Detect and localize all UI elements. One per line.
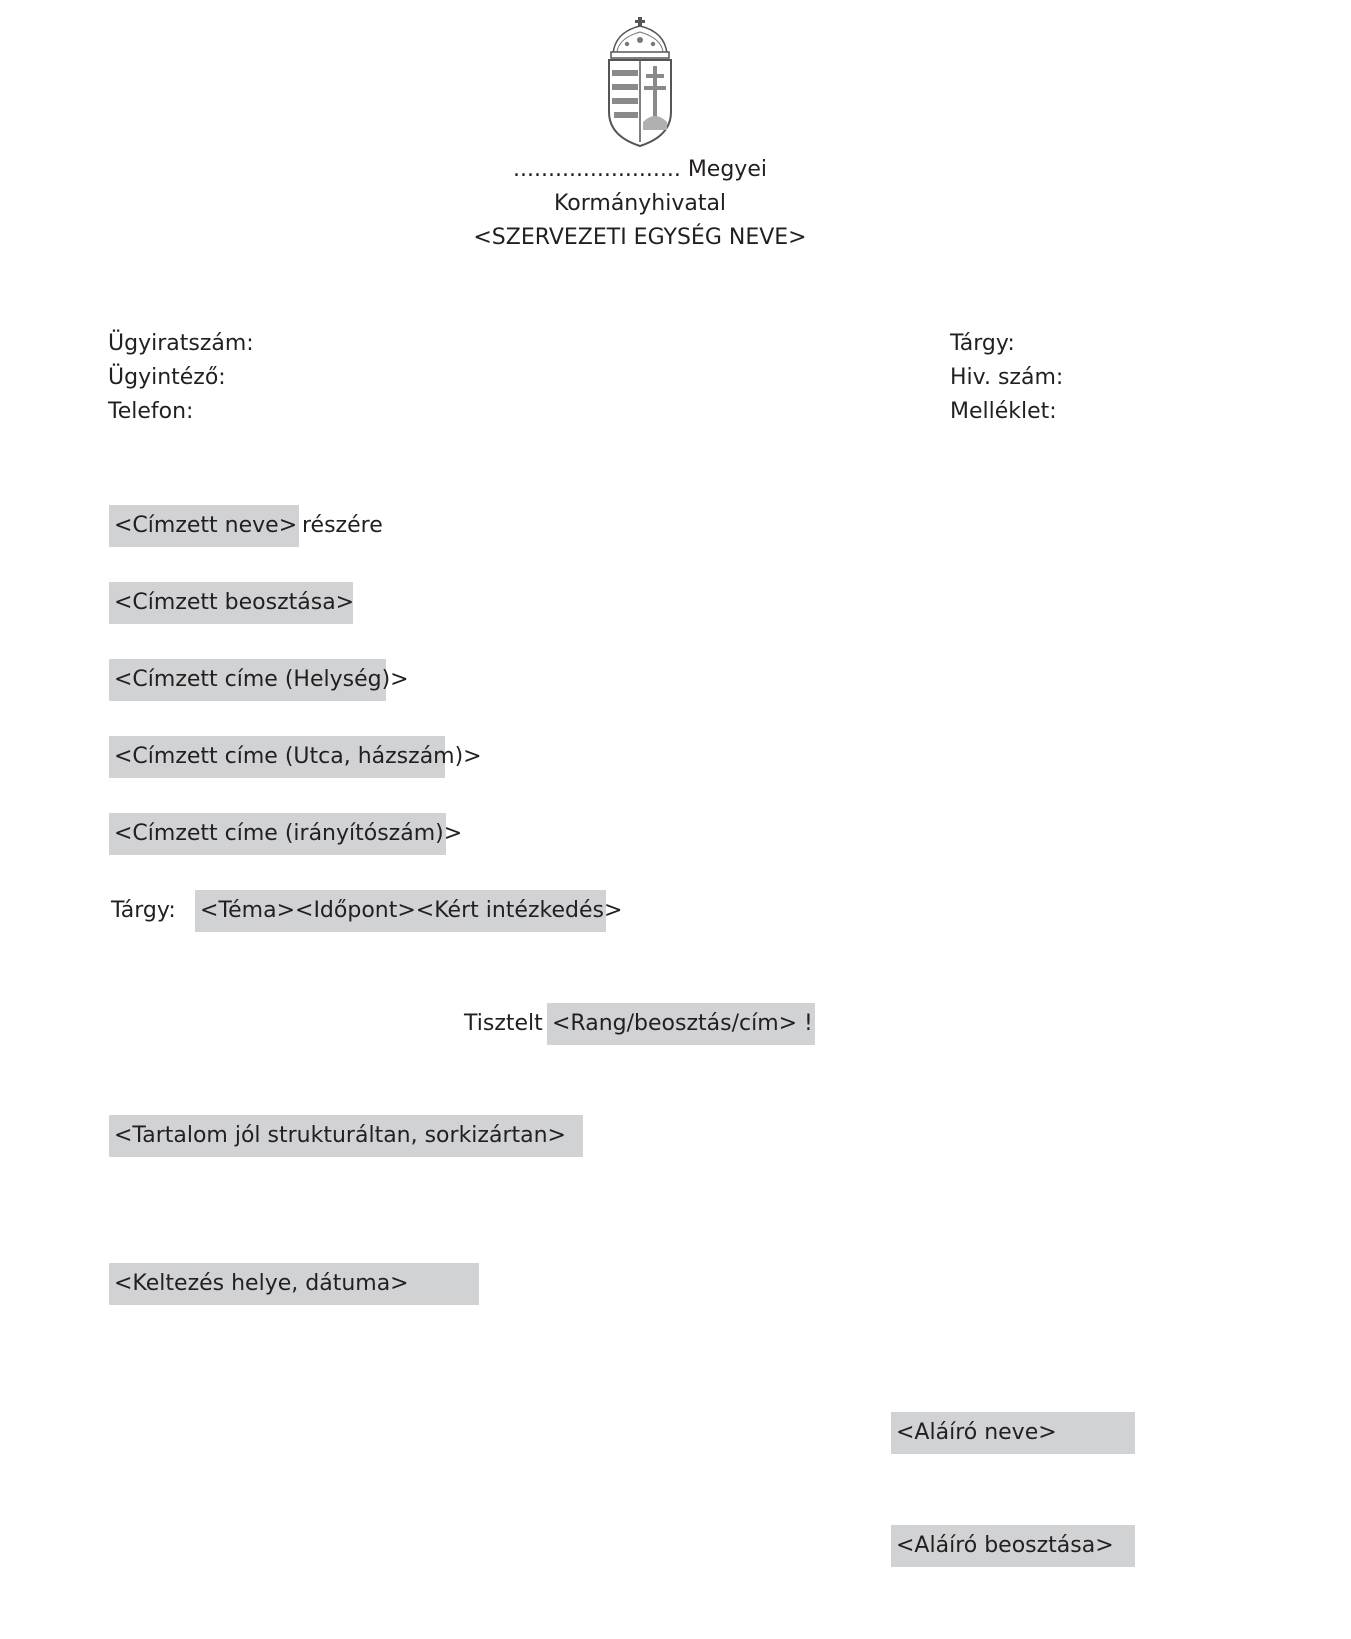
salutation-prefix: Tisztelt [464,1011,543,1036]
recipient-name-suffix: részére [302,513,383,538]
signer-name-field[interactable]: <Aláíró neve> [891,1412,1135,1454]
office-name-line2: Kormányhivatal [553,191,727,216]
recipient-street-field[interactable]: <Címzett címe (Utca, házszám)> [109,736,445,778]
signer-position-field[interactable]: <Aláíró beosztása> [891,1525,1135,1567]
recipient-position-field[interactable]: <Címzett beosztása> [109,582,353,624]
subject-label: Tárgy: [111,898,176,923]
attachment-label: Melléklet: [950,399,1057,424]
clerk-label: Ügyintéző: [108,365,226,390]
office-name-line1: ........................ Megyei [513,157,767,182]
case-number-label: Ügyiratszám: [108,331,254,356]
salutation-field[interactable]: <Rang/beosztás/cím> ! [547,1003,815,1045]
subject-meta-label: Tárgy: [950,331,1015,356]
dateline-field[interactable]: <Keltezés helye, dátuma> [109,1263,479,1305]
subject-field[interactable]: <Téma><Időpont><Kért intézkedés> [195,890,606,932]
body-content-field[interactable]: <Tartalom jól strukturáltan, sorkizártan> [109,1115,583,1157]
phone-label: Telefon: [108,399,194,424]
reference-number-label: Hiv. szám: [950,365,1064,390]
recipient-name-field[interactable]: <Címzett neve> [109,505,299,547]
hungarian-coat-of-arms-icon [605,14,675,149]
recipient-city-field[interactable]: <Címzett címe (Helység)> [109,659,386,701]
organizational-unit-name: <SZERVEZETI EGYSÉG NEVE> [473,225,807,250]
recipient-zip-field[interactable]: <Címzett címe (irányítószám)> [109,813,446,855]
